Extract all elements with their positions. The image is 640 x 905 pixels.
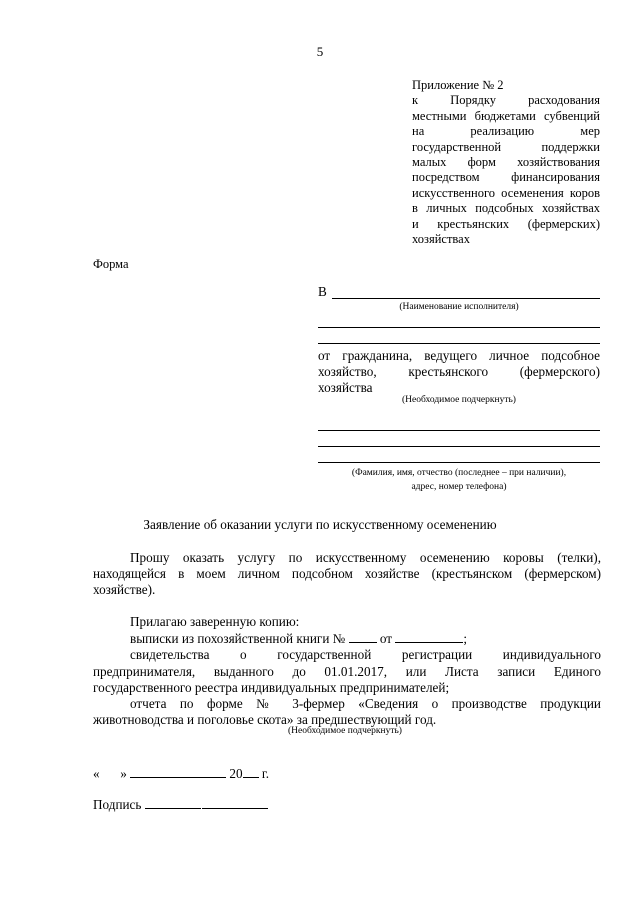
from-line: хозяйство, крестьянского (фермерского)	[318, 364, 600, 380]
attachment-item-3-line: отчета по форме № 3-фермер «Сведения о производстве продукции	[130, 696, 601, 712]
from-line: хозяйства	[318, 380, 373, 396]
year-suffix: г.	[261, 766, 270, 781]
recipient-extra-line-1[interactable]	[318, 327, 600, 328]
appendix-block	[412, 78, 600, 247]
document-title: Заявление об оказании услуги по искусственному осеменению	[143, 517, 497, 532]
applicant-caption-1: (Фамилия, имя, отчество (последнее – при наличии),	[351, 468, 567, 478]
attachment-item-1-end: ;	[463, 631, 468, 647]
signature-field[interactable]	[145, 796, 201, 809]
household-book-number-field[interactable]	[349, 630, 377, 643]
signature-label: Подпись	[93, 797, 142, 812]
year-prefix: 20	[229, 766, 243, 781]
signature-name-field[interactable]	[202, 796, 268, 809]
household-book-date-field[interactable]	[395, 630, 463, 643]
page-number: 5	[316, 44, 324, 59]
year-field[interactable]	[243, 765, 259, 778]
date-line	[93, 765, 269, 782]
recipient-prefix: В	[318, 284, 327, 299]
appendix-line: искусственного осеменения коров	[412, 185, 600, 200]
request-line: находящейся в моем личном подсобном хозяйстве (крестьянском (фермерском)	[93, 566, 601, 582]
appendix-line: в личных подсобных хозяйствах	[412, 201, 600, 216]
appendix-line: и крестьянских (фермерских)	[412, 216, 600, 231]
signature-line	[93, 796, 268, 813]
attachments-intro: Прилагаю заверенную копию:	[130, 614, 300, 629]
appendix-title: Приложение № 2	[412, 78, 504, 92]
recipient-extra-line-2[interactable]	[318, 343, 600, 344]
appendix-line: местными бюджетами субвенций	[412, 108, 600, 123]
applicant-line-1[interactable]	[318, 430, 600, 431]
attachments-caption: (Необходимое подчеркнуть)	[288, 726, 402, 736]
appendix-line: посредством финансирования	[412, 170, 600, 185]
appendix-line: хозяйствах	[412, 232, 470, 247]
day-field[interactable]	[103, 766, 117, 778]
attachment-item-2-line: свидетельства о государственной регистрации индивидуального	[130, 647, 601, 663]
attachment-item-1-text: выписки из похозяйственной книги №	[130, 631, 346, 647]
attachment-item-1-from: от	[379, 631, 393, 647]
from-caption: (Необходимое подчеркнуть)	[402, 395, 516, 405]
applicant-caption-2: адрес, номер телефона)	[411, 482, 507, 492]
applicant-line-3[interactable]	[318, 462, 600, 463]
request-line: хозяйстве).	[93, 582, 156, 598]
month-field[interactable]	[130, 765, 226, 778]
attachment-item-1	[93, 630, 601, 647]
request-paragraph	[93, 550, 601, 599]
appendix-line: к Порядку расходования	[412, 93, 600, 108]
attachment-item-2-line: государственного реестра индивидуальных предпринимателей;	[93, 679, 450, 695]
appendix-line: малых форм хозяйствования	[412, 155, 600, 170]
attachment-item-3-line: животноводства и поголовье скота» за предшествующий год.	[93, 712, 437, 728]
attachment-item-2-line: предпринимателя, выданного до 01.01.2017, или Листа записи Единого	[93, 663, 601, 679]
from-text	[318, 348, 600, 397]
date-open-quote: «	[93, 766, 100, 781]
attachments-block	[93, 614, 601, 728]
form-label: Форма	[93, 257, 129, 271]
recipient-caption: (Наименование исполнителя)	[399, 302, 519, 312]
recipient-name-field[interactable]	[332, 298, 600, 299]
applicant-line-2[interactable]	[318, 446, 600, 447]
from-line: от гражданина, ведущего личное подсобное	[318, 348, 600, 363]
date-close-quote: »	[120, 766, 127, 781]
appendix-line: государственной поддержки	[412, 139, 600, 154]
request-line: Прошу оказать услугу по искусственному осеменению коровы (телки),	[130, 550, 601, 565]
appendix-line: на реализацию мер	[412, 124, 600, 139]
